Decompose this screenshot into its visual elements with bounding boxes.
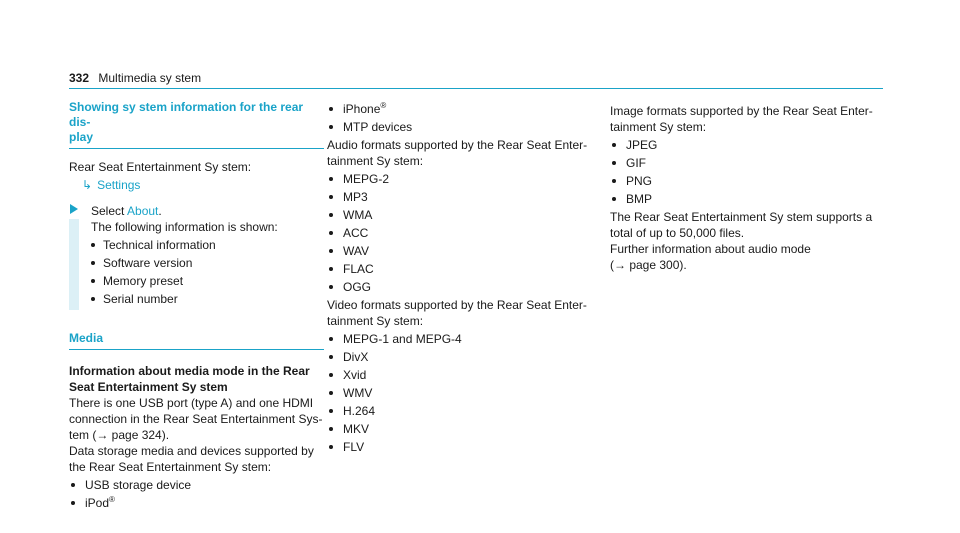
column-right	[610, 100, 880, 273]
menu-path	[82, 177, 324, 193]
media-paragraph-1: There is one USB port (type A) and one HDMI connection in the Rear Seat Entertainment Sys‐ tem (→ page 324).	[69, 396, 323, 442]
audio-intro: Audio formats supported by the Rear Seat Enter‐ tainment Sy stem:	[327, 138, 588, 168]
list-item: iPhone®	[327, 101, 597, 117]
header-divider	[69, 88, 883, 89]
list-item: MKV	[327, 421, 597, 437]
list-item: MEPG-2	[327, 171, 597, 187]
list-item: OGG	[327, 279, 597, 295]
list-item: MTP devices	[327, 119, 597, 135]
list-item: JPEG	[610, 137, 880, 153]
section-divider	[69, 148, 324, 149]
section-heading-system-info: Showing sy stem information for the rear dis‐ play	[69, 100, 304, 144]
list-item: FLV	[327, 439, 597, 455]
list-item: GIF	[610, 155, 880, 171]
section-divider	[69, 349, 324, 350]
step-arrow-icon	[70, 204, 78, 214]
page-section-title: Multimedia sy stem	[98, 71, 202, 85]
image-format-list	[610, 137, 880, 207]
page-header	[69, 71, 201, 85]
further-info-paragraph: Further information about audio mode (→ page 300).	[610, 241, 880, 273]
menu-item-about[interactable]: About	[127, 204, 159, 218]
image-intro: Image formats supported by the Rear Seat Enter‐ tainment Sy stem:	[610, 104, 873, 134]
step-following-text: The following information is shown:	[91, 220, 278, 234]
list-item: Memory preset	[91, 273, 324, 289]
video-intro: Video formats supported by the Rear Seat Enter‐ tainment Sy stem:	[327, 298, 587, 328]
menu-path-arrow-icon: ↳	[82, 178, 93, 192]
list-item: ACC	[327, 225, 597, 241]
list-item: H.264	[327, 403, 597, 419]
column-middle	[327, 100, 597, 457]
page-number: 332	[69, 71, 90, 85]
list-item: USB storage device	[69, 477, 324, 493]
list-item: Technical information	[91, 237, 324, 253]
page-reference-link[interactable]: (→ page 300).	[610, 258, 687, 272]
list-item: WAV	[327, 243, 597, 259]
menu-item-settings[interactable]: Settings	[97, 178, 141, 192]
column-left	[69, 100, 324, 513]
list-item: MP3	[327, 189, 597, 205]
device-list	[69, 477, 324, 511]
media-paragraph-2: Data storage media and devices supported by the Rear Seat Entertainment Sy stem:	[69, 444, 314, 474]
section-heading-media: Media	[69, 331, 104, 345]
instruction-step	[69, 203, 324, 307]
list-item: BMP	[610, 191, 880, 207]
list-item: Xvid	[327, 367, 597, 383]
list-item: Serial number	[91, 291, 324, 307]
list-item: DivX	[327, 349, 597, 365]
step-select-text: Select About.	[91, 204, 162, 218]
device-list-continued	[327, 101, 597, 135]
step-background-bar	[69, 219, 79, 310]
list-item: iPod®	[69, 495, 324, 511]
support-paragraph: The Rear Seat Entertainment Sy stem supports a total of up to 50,000 files.	[610, 210, 873, 240]
list-item: Software version	[91, 255, 324, 271]
list-item: WMA	[327, 207, 597, 223]
intro-text: Rear Seat Entertainment Sy stem:	[69, 160, 252, 174]
list-item: FLAC	[327, 261, 597, 277]
info-list	[91, 237, 324, 307]
list-item: WMV	[327, 385, 597, 401]
list-item: MEPG-1 and MEPG-4	[327, 331, 597, 347]
list-item: PNG	[610, 173, 880, 189]
audio-format-list	[327, 171, 597, 295]
video-format-list	[327, 331, 597, 455]
media-subheading: Information about media mode in the Rear Seat Entertainment Sy stem	[69, 364, 310, 394]
